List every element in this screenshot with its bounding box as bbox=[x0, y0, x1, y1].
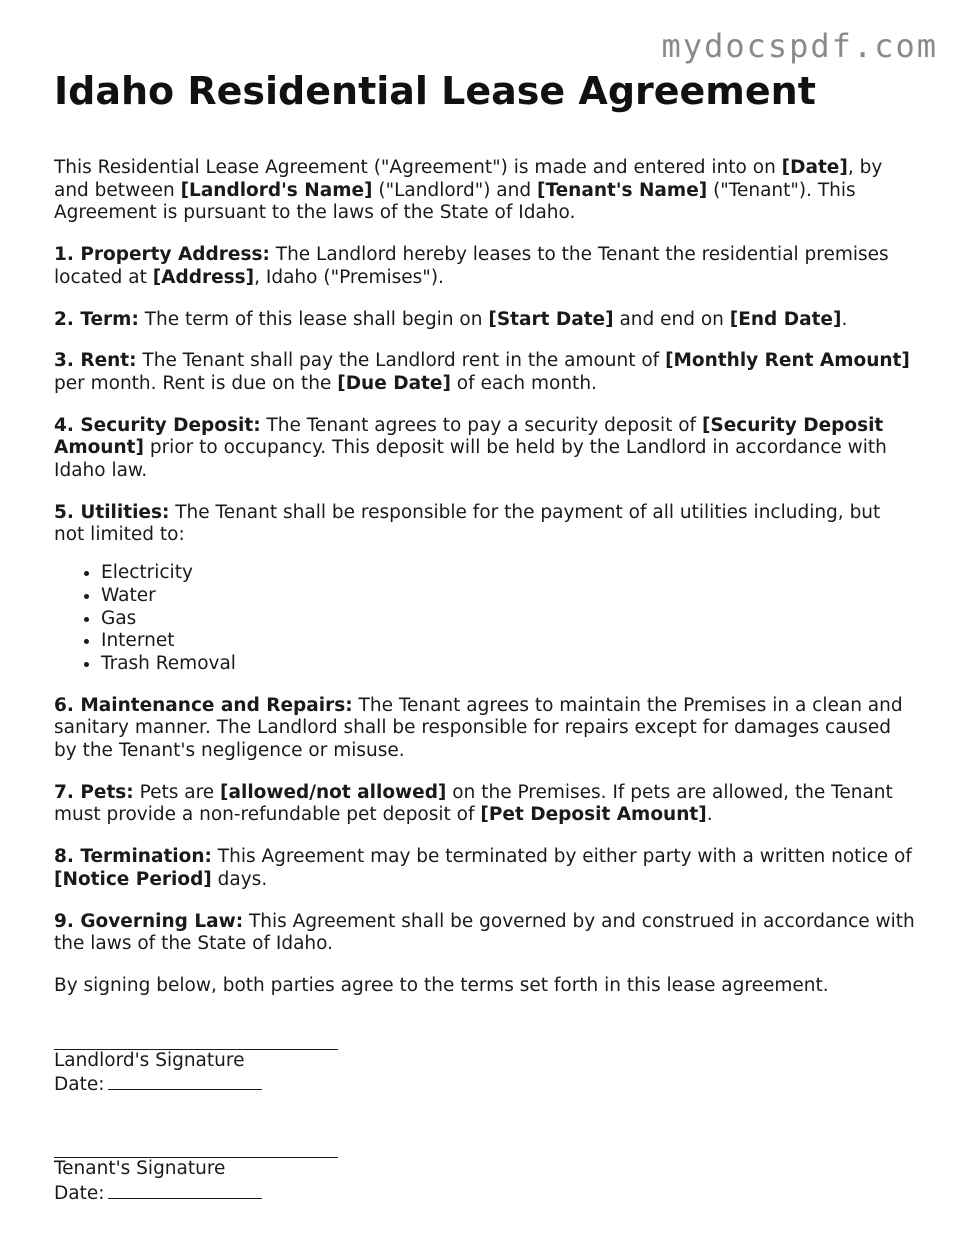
landlord-date-row bbox=[54, 1072, 916, 1097]
intro-text: ("Landlord") and bbox=[372, 179, 537, 201]
section-heading: 6. Maintenance and Repairs: bbox=[54, 694, 353, 716]
address-placeholder: [Address] bbox=[152, 266, 255, 288]
pets-allowed-placeholder: [allowed/not allowed] bbox=[220, 781, 447, 803]
watermark: mydocspdf.com bbox=[661, 27, 938, 65]
list-item: • Gas bbox=[101, 608, 916, 631]
section-text: Pets are bbox=[133, 781, 221, 803]
section-heading: 3. Rent: bbox=[54, 350, 137, 372]
section-text: The Tenant agrees to pay a security deposit of bbox=[260, 414, 702, 436]
section-text: on the Premises. If pets are allowed, the Tenant must provide a non-refundable pet deposit of bbox=[54, 781, 893, 826]
section-text: The term of this lease shall begin on bbox=[138, 308, 489, 330]
section-termination bbox=[54, 846, 916, 891]
section-property-address bbox=[54, 244, 916, 289]
section-text: The Tenant shall be responsible for the payment of all utilities including, but not limited to: bbox=[54, 501, 881, 546]
date-label: Date: bbox=[54, 1074, 105, 1096]
section-term bbox=[54, 309, 916, 332]
list-item: • Water bbox=[101, 585, 916, 608]
section-text: and end on bbox=[613, 308, 730, 330]
landlord-signature-label: Landlord's Signature bbox=[54, 1049, 245, 1071]
section-heading: 7. Pets: bbox=[54, 781, 134, 803]
security-deposit-placeholder: [Security Deposit Amount] bbox=[54, 414, 884, 459]
section-text: , Idaho ("Premises"). bbox=[254, 266, 444, 288]
section-text: The Landlord hereby leases to the Tenant the residential premises located at bbox=[54, 244, 889, 288]
section-utilities bbox=[54, 502, 916, 547]
list-item: • Trash Removal bbox=[101, 653, 916, 676]
date-label: Date: bbox=[54, 1182, 105, 1204]
section-text: The Tenant agrees to maintain the Premises in a clean and sanitary manner. The Landlord shall be responsible for repairs except for damages caused by the Tenant's negligence or misuse. bbox=[54, 694, 903, 762]
list-item: • Internet bbox=[101, 630, 916, 653]
section-text: of each month. bbox=[450, 372, 597, 394]
start-date-placeholder: [Start Date] bbox=[488, 308, 614, 330]
monthly-rent-placeholder: [Monthly Rent Amount] bbox=[665, 350, 910, 372]
utilities-list bbox=[54, 562, 916, 676]
section-text: per month. Rent is due on the bbox=[54, 372, 338, 394]
tenant-date-line[interactable] bbox=[108, 1181, 262, 1199]
landlord-signature-block bbox=[54, 1030, 916, 1097]
intro-text: This Residential Lease Agreement ("Agreement") is made and entered into on bbox=[54, 157, 782, 178]
section-heading: 2. Term: bbox=[54, 308, 139, 330]
due-date-placeholder: [Due Date] bbox=[337, 372, 451, 394]
section-text: prior to occupancy. This deposit will be held by the Landlord in accordance with Idaho law. bbox=[54, 437, 887, 482]
end-date-placeholder: [End Date] bbox=[729, 308, 842, 330]
page-title: Idaho Residential Lease Agreement bbox=[54, 69, 816, 113]
section-heading: 9. Governing Law: bbox=[54, 910, 244, 932]
section-maintenance bbox=[54, 695, 916, 763]
landlord-signature-line[interactable] bbox=[54, 1030, 338, 1050]
tenant-name-placeholder: [Tenant's Name] bbox=[537, 179, 708, 201]
tenant-signature-block bbox=[54, 1138, 916, 1205]
section-heading: 1. Property Address: bbox=[54, 244, 270, 266]
section-heading: 5. Utilities: bbox=[54, 501, 170, 523]
tenant-date-row bbox=[54, 1181, 916, 1206]
landlord-name-placeholder: [Landlord's Name] bbox=[180, 179, 373, 201]
date-placeholder: [Date] bbox=[781, 157, 848, 178]
section-pets bbox=[54, 782, 916, 827]
pet-deposit-placeholder: [Pet Deposit Amount] bbox=[480, 804, 707, 826]
section-text: This Agreement shall be governed by and construed in accordance with the laws of the State of Idaho. bbox=[54, 910, 915, 955]
landlord-date-line[interactable] bbox=[108, 1072, 262, 1090]
section-text: days. bbox=[211, 868, 268, 890]
section-text: This Agreement may be terminated by either party with a written notice of bbox=[211, 846, 912, 868]
list-item: • Electricity bbox=[101, 562, 916, 585]
section-heading: 4. Security Deposit: bbox=[54, 414, 261, 436]
section-text: The Tenant shall pay the Landlord rent in the amount of bbox=[136, 350, 666, 372]
intro-text: , by and between bbox=[54, 157, 883, 201]
closing-paragraph: By signing below, both parties agree to the terms set forth in this lease agreement. bbox=[54, 974, 829, 996]
section-text: . bbox=[841, 308, 848, 330]
tenant-signature-line[interactable] bbox=[54, 1138, 338, 1158]
section-heading: 8. Termination: bbox=[54, 846, 212, 868]
section-security-deposit bbox=[54, 415, 916, 483]
section-governing-law bbox=[54, 911, 916, 956]
section-rent bbox=[54, 350, 916, 395]
document-page bbox=[54, 68, 916, 1206]
tenant-signature-label: Tenant's Signature bbox=[54, 1158, 226, 1180]
notice-period-placeholder: [Notice Period] bbox=[54, 868, 212, 890]
section-text: . bbox=[706, 804, 713, 826]
intro-text: ("Tenant"). This Agreement is pursuant to the laws of the State of Idaho. bbox=[54, 179, 856, 224]
intro-paragraph bbox=[54, 157, 916, 225]
